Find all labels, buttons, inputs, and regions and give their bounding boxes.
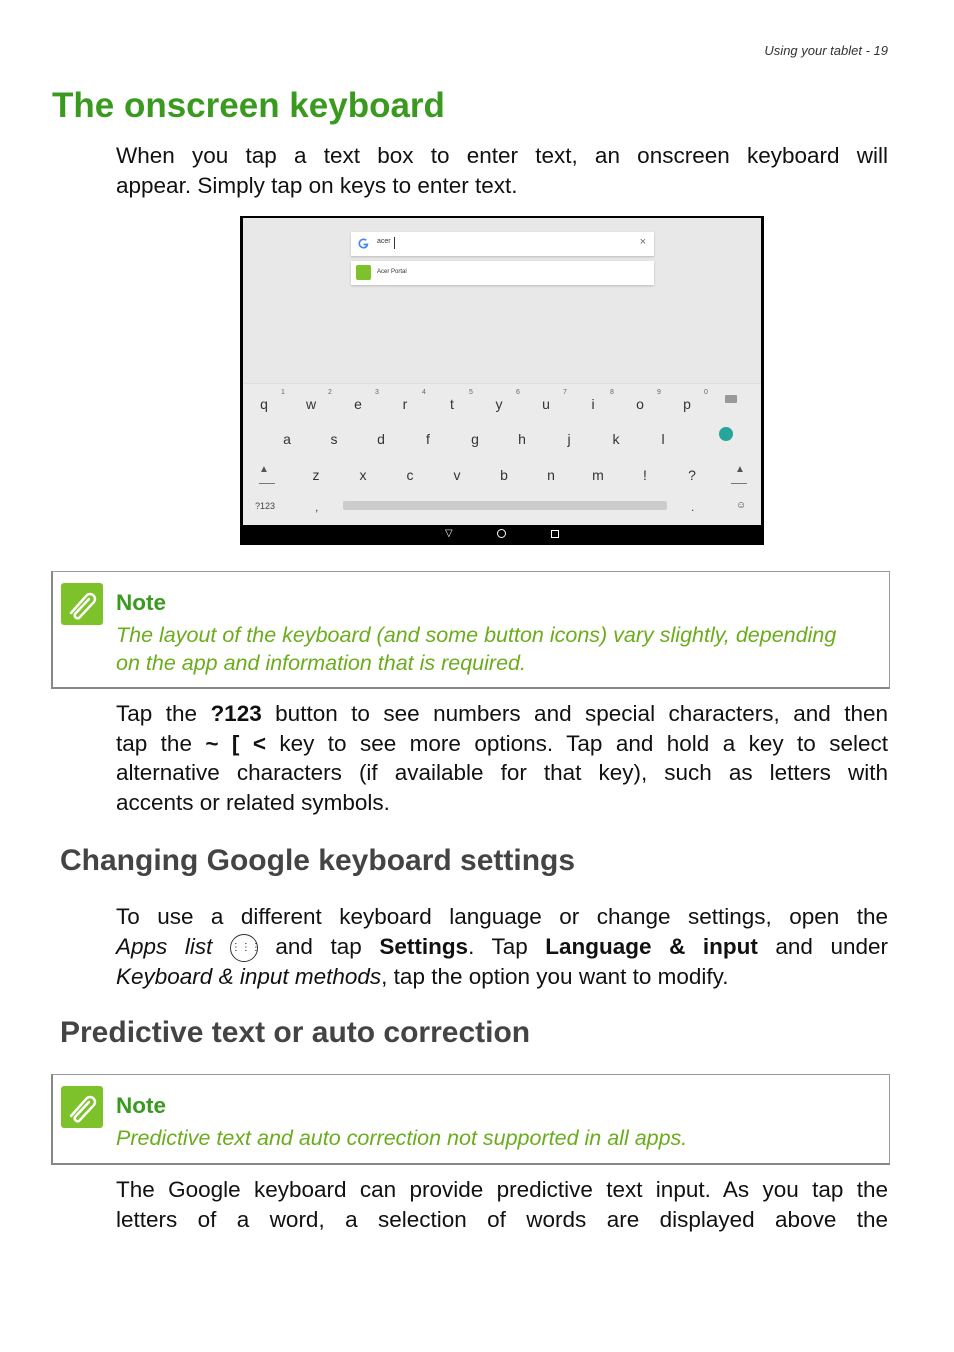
apps-list-icon: ⋮⋮⋮ — [230, 934, 258, 962]
back-icon: ▽ — [445, 528, 453, 539]
key-x: x — [359, 467, 367, 483]
result-label: Acer Portal — [377, 269, 407, 275]
predictive-line-2: letters of a word, a selection of words are displayed above the — [116, 1206, 888, 1232]
acer-portal-icon — [356, 265, 371, 280]
section-heading-predictive-text: Predictive text or auto correction — [60, 1016, 531, 1049]
note-text-line-1: The layout of the keyboard (and some button icons) vary slightly, depending — [116, 623, 837, 647]
emoji-icon: ☺ — [736, 500, 747, 511]
recents-icon — [551, 530, 559, 538]
key-number-2: 2 — [328, 389, 332, 396]
key-m: m — [592, 467, 604, 483]
keys-line-3: alternative characters (if available for that key), such as letters with — [116, 760, 888, 786]
text: key to see more options. Tap and hold a key to select — [265, 730, 888, 756]
paperclip-icon — [61, 1086, 103, 1128]
page-header: Using your tablet - 19 — [764, 43, 888, 58]
predictive-line-1: The Google keyboard can provide predictive text input. As you tap the — [116, 1177, 888, 1202]
note-text-line-2: on the app and information that is required. — [116, 650, 526, 675]
key-number-6: 6 — [516, 389, 520, 396]
key-t: t — [450, 396, 454, 412]
note-text-line-1: Predictive text and auto correction not supported in all apps. — [116, 1126, 688, 1150]
key-c: c — [406, 467, 414, 483]
key-l: l — [661, 431, 665, 447]
key-number-8: 8 — [610, 389, 614, 396]
google-g-icon — [358, 238, 369, 249]
shift-right-underline — [731, 483, 747, 484]
key-r: r — [402, 396, 408, 412]
key-e: e — [354, 396, 362, 412]
key-s: s — [330, 431, 338, 447]
text: and tap — [257, 933, 380, 959]
keys-line-4: accents or related symbols. — [116, 789, 390, 815]
settings-label: Settings — [379, 933, 469, 959]
key-number-3: 3 — [375, 389, 379, 396]
key-!: ! — [643, 467, 647, 483]
settings-line-2 — [116, 932, 888, 962]
search-text: acer — [377, 238, 391, 245]
section-heading-keyboard-settings: Changing Google keyboard settings — [60, 844, 576, 877]
key-z: z — [312, 467, 320, 483]
text: Tap the — [116, 701, 211, 726]
note-box-2 — [51, 1074, 890, 1165]
search-box — [351, 232, 654, 256]
key-name-symbols: ~ [ < — [205, 730, 266, 756]
keyboard-methods-label: Keyboard & input methods — [116, 963, 382, 989]
key-o: o — [636, 396, 644, 412]
settings-line-3 — [116, 962, 888, 992]
intro-paragraph — [116, 141, 888, 200]
key-y: y — [495, 396, 503, 412]
onscreen-keyboard — [243, 383, 761, 526]
text: and under — [757, 933, 889, 959]
key-?: ? — [688, 467, 696, 483]
text: , tap the option you want to modify. — [381, 963, 729, 989]
paperclip-icon — [61, 583, 103, 625]
key-d: d — [377, 431, 385, 447]
search-result — [351, 261, 654, 285]
predictive-paragraph — [116, 1175, 888, 1234]
backspace-icon — [725, 395, 737, 403]
key-a: a — [283, 431, 291, 447]
key-g: g — [471, 431, 479, 447]
text: tap the — [116, 730, 206, 756]
intro-line-2: appear. Simply tap on keys to enter text. — [116, 172, 518, 198]
page-title: The onscreen keyboard — [52, 86, 445, 125]
key-w: w — [305, 396, 317, 412]
shift-left-underline — [259, 483, 275, 484]
key-number-5: 5 — [469, 389, 473, 396]
note-text — [116, 622, 886, 677]
tablet-screen — [243, 218, 761, 525]
key-p: p — [683, 396, 691, 412]
settings-paragraph — [116, 902, 888, 991]
keys-line-1 — [116, 699, 888, 729]
key-u: u — [542, 396, 550, 412]
key-j: j — [567, 431, 571, 447]
key-number-9: 9 — [657, 389, 661, 396]
home-icon — [497, 529, 506, 538]
shift-left-icon: ▲ — [259, 464, 269, 475]
search-key-icon — [719, 427, 733, 441]
key-number-0: 0 — [704, 389, 708, 396]
symbols-key: ?123 — [255, 501, 276, 511]
clear-icon: × — [639, 236, 646, 248]
apps-list-label: Apps list — [116, 933, 213, 959]
comma-key: , — [315, 500, 319, 514]
keys-paragraph — [116, 699, 888, 817]
key-f: f — [426, 431, 430, 447]
key-name-123: ?123 — [210, 701, 262, 726]
keyboard-screenshot — [240, 216, 764, 545]
note-title: Note — [116, 1093, 166, 1118]
note-text — [116, 1125, 886, 1153]
intro-line-1: When you tap a text box to enter text, an onscreen keyboard will — [116, 143, 888, 168]
text: . Tap — [468, 933, 546, 959]
spacebar — [343, 501, 667, 510]
text-cursor — [394, 237, 395, 249]
key-k: k — [612, 431, 620, 447]
key-v: v — [453, 467, 461, 483]
key-q: q — [260, 396, 268, 412]
period-key: . — [691, 500, 695, 514]
settings-line-1: To use a different keyboard language or change settings, open the — [116, 904, 888, 929]
text: button to see numbers and special characters, and then — [261, 701, 888, 726]
language-input-label: Language & input — [545, 933, 758, 959]
key-number-7: 7 — [563, 389, 567, 396]
keys-line-2 — [116, 729, 888, 759]
key-h: h — [518, 431, 526, 447]
key-number-4: 4 — [422, 389, 426, 396]
navigation-bar — [240, 525, 764, 545]
key-b: b — [500, 467, 508, 483]
key-n: n — [547, 467, 555, 483]
note-box-1 — [51, 571, 890, 689]
key-i: i — [591, 396, 595, 412]
shift-right-icon: ▲ — [735, 464, 745, 475]
note-title: Note — [116, 590, 166, 615]
key-number-1: 1 — [281, 389, 285, 396]
